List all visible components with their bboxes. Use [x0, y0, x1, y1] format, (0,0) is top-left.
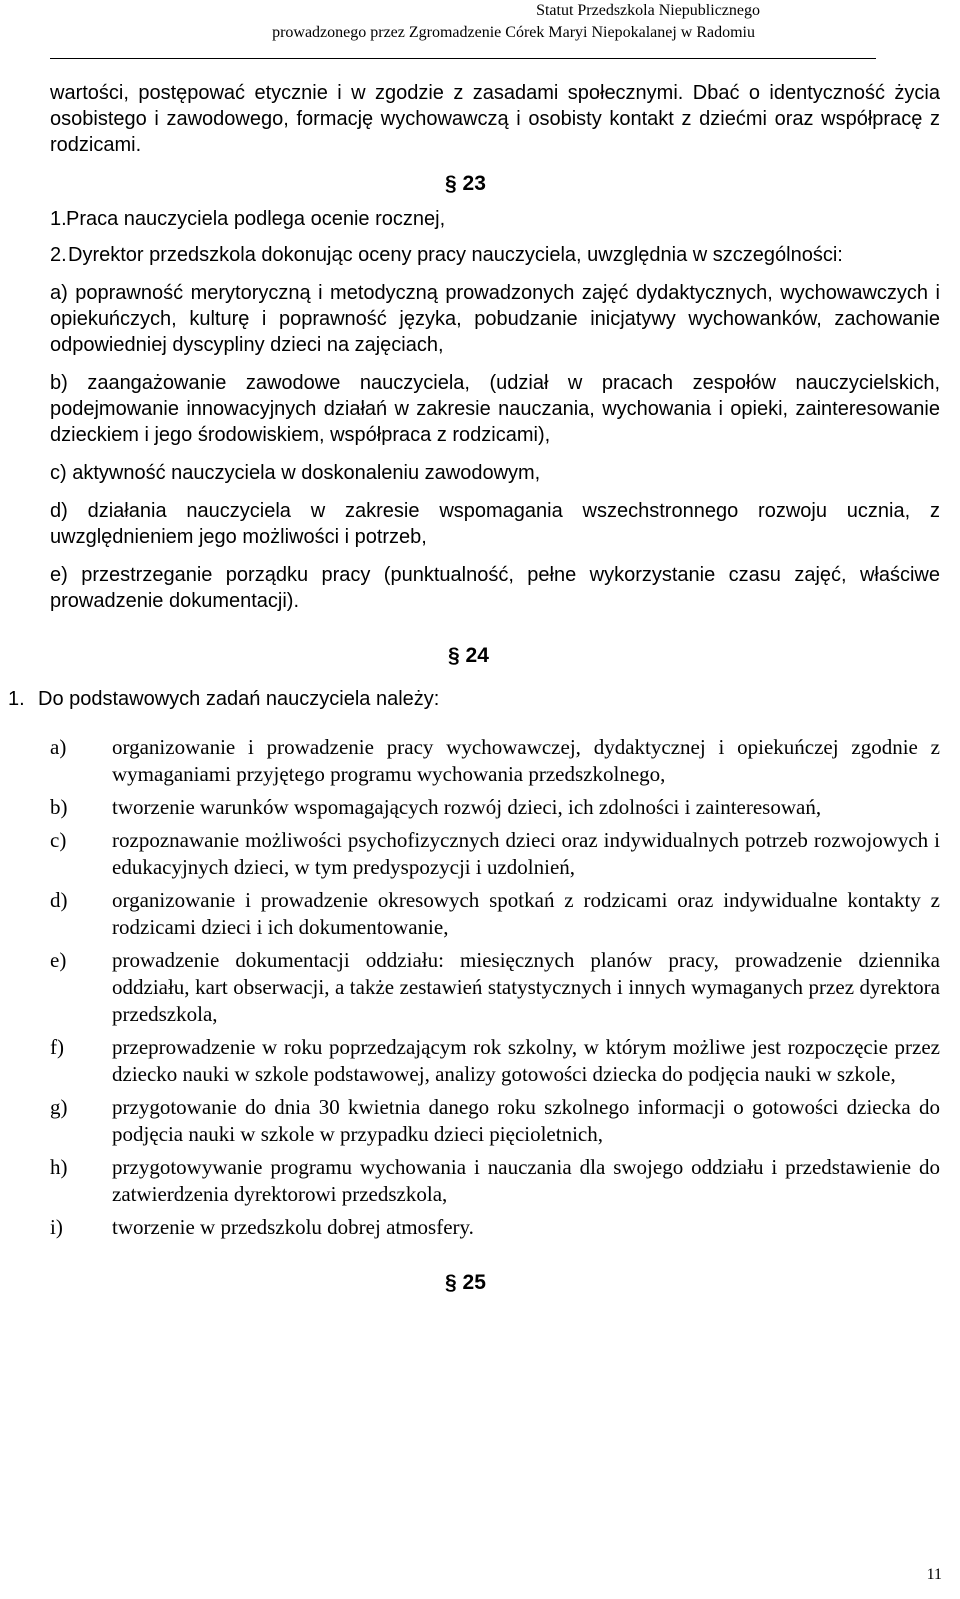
page-number: 11 [926, 1566, 942, 1583]
duty-item [50, 1214, 940, 1241]
section-24-item-1 [8, 686, 940, 712]
duty-marker: e) [50, 948, 67, 972]
document-body [8, 82, 940, 1295]
header-subtitle: prowadzonego przez Zgromadzenie Córek Maryi Niepokalanej w Radomiu [272, 24, 755, 41]
criterion-c: c) aktywność nauczyciela w doskonaleniu zawodowym, [50, 462, 541, 484]
duty-marker: d) [50, 888, 68, 912]
duty-marker: a) [50, 735, 67, 759]
duty-marker: h) [50, 1155, 68, 1179]
duty-text: przeprowadzenie w roku poprzedzającym rok szkolny, w którym możliwe jest rozpoczęcie przez dziecko nauki w szkole podstawowej, analizy gotowości dziecka do podjęcia nauki w szkole, [112, 1035, 940, 1086]
duty-item [50, 734, 940, 788]
section-23-title: § 23 [445, 172, 486, 195]
duty-text: przygotowywanie programu wychowania i nauczania dla swojego oddziału i przedstawienie do zatwierdzenia dyrektorowi przedszkola, [112, 1155, 940, 1206]
duty-marker: g) [50, 1095, 68, 1119]
criterion-d: d) działania nauczyciela w zakresie wspomagania wszechstronnego rozwoju ucznia, z uwzględnieniem jego możliwości i potrzeb, [50, 500, 940, 548]
section-23-criteria [50, 280, 940, 614]
duty-text: przygotowanie do dnia 30 kwietnia danego roku szkolnego informacji o gotowości dziecka do podjęcia nauki w szkole w przypadku dzieci pięcioletnich, [112, 1095, 940, 1146]
item-text: Praca nauczyciela podlega ocenie rocznej, [66, 208, 446, 230]
duty-text: tworzenie w przedszkolu dobrej atmosfery. [112, 1215, 474, 1239]
duty-item [50, 1154, 940, 1208]
item-number: 1. [50, 208, 67, 230]
criterion-a: a) poprawność merytoryczną i metodyczną prowadzonych zajęć dydaktycznych, wychowawczych i opiekuńczych, kulturę i poprawność języka, pobudzanie inicjatywy wychowanków, zachowanie odpowiedniej dyscypliny dzieci na zajęciach, [50, 282, 940, 356]
intro-paragraph: wartości, postępować etycznie i w zgodzie z zasadami społecznymi. Dbać o identyczność życia osobistego i zawodowego, formację wychowawczą i osobisty kontakt z dziećmi oraz współpracę z rodzicami. [50, 82, 940, 156]
duty-marker: f) [50, 1035, 64, 1059]
teacher-duties-list [50, 734, 940, 1241]
item-number: 1. [8, 688, 25, 710]
item-text: Do podstawowych zadań nauczyciela należy: [38, 688, 440, 710]
duty-marker: b) [50, 795, 68, 819]
item-number: 2. [50, 244, 67, 266]
duty-item [50, 947, 940, 1028]
duty-text: prowadzenie dokumentacji oddziału: miesięcznych planów pracy, prowadzenie dziennika oddziału, kart obserwacji, a także zestawień statystycznych i innych wymaganych przez dyrektora przedszkola, [112, 948, 940, 1026]
duty-item [50, 1094, 940, 1148]
item-text: Dyrektor przedszkola dokonując oceny pracy nauczyciela, uwzględnia w szczególności: [68, 244, 843, 266]
duty-text: organizowanie i prowadzenie pracy wychowawczej, dydaktycznej i opiekuńczej zgodnie z wymaganiami przyjętego programu wychowania przedszkolnego, [112, 735, 940, 786]
section-23-item-2 [50, 242, 940, 268]
duty-text: organizowanie i prowadzenie okresowych spotkań z rodzicami oraz indywidualne kontakty z rodzicami dzieci i ich dokumentowanie, [112, 888, 940, 939]
section-25-title: § 25 [445, 1271, 486, 1294]
duty-text: tworzenie warunków wspomagających rozwój dzieci, ich zdolności i zainteresowań, [112, 795, 822, 819]
duty-marker: i) [50, 1215, 63, 1239]
criterion-b: b) zaangażowanie zawodowe nauczyciela, (udział w pracach zespołów nauczycielskich, podejmowanie innowacyjnych działań w zakresie nauczania, wychowania i opieki, zainteresowanie dzieckiem i jego środowiskiem, współpraca z rodzicami), [50, 372, 940, 446]
duty-item [50, 887, 940, 941]
header-title: Statut Przedszkola Niepublicznego [536, 2, 760, 19]
duty-item [50, 1034, 940, 1088]
page-header [0, 0, 960, 44]
duty-item [50, 827, 940, 881]
duty-item [50, 794, 940, 821]
duty-marker: c) [50, 828, 67, 852]
header-divider [50, 58, 876, 59]
section-24-title: § 24 [448, 644, 489, 667]
criterion-e: e) przestrzeganie porządku pracy (punktualność, pełne wykorzystanie czasu zajęć, właściwe prowadzenie dokumentacji). [50, 564, 940, 612]
duty-text: rozpoznawanie możliwości psychofizycznych dzieci oraz indywidualnych potrzeb rozwojowych i edukacyjnych dzieci, w tym predyspozycji i uzdolnień, [112, 828, 940, 879]
section-23-item-1 [50, 206, 940, 232]
